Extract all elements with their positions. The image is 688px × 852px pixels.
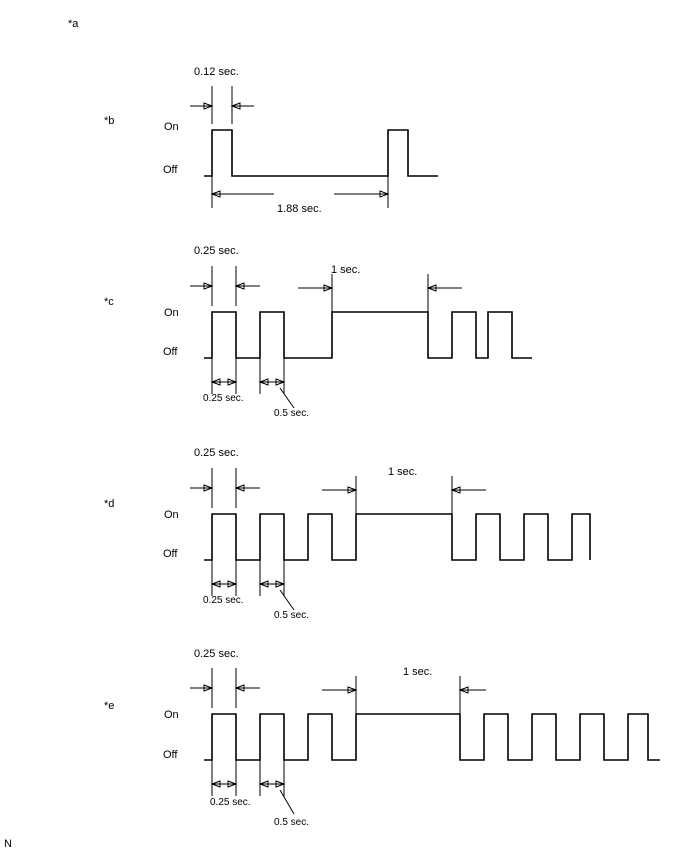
diagram-d-top-dim-label: 0.25 sec. — [194, 447, 239, 459]
diagram-b-off-label: Off — [163, 164, 178, 176]
diagram-c-off-label: Off — [163, 346, 178, 358]
diagram-e-marker: *e — [104, 700, 115, 712]
diagram-e-inner-dim-label: 1 sec. — [403, 666, 433, 678]
diagram-b-top-dim-label: 0.12 sec. — [194, 66, 239, 78]
diagram-b-on-label: On — [164, 121, 179, 133]
diagram-e-on-label: On — [164, 709, 179, 721]
diagram-c-top-dim-label: 0.25 sec. — [194, 245, 239, 257]
diagram-e-lower-dim-label-2: 0.5 sec. — [274, 817, 310, 828]
page-top-marker: *a — [68, 18, 79, 30]
diagram-d-marker: *d — [104, 498, 115, 510]
diagram-d-lower-dim-label-1: 0.25 sec. — [203, 595, 244, 606]
diagram-d-on-label: On — [164, 509, 179, 521]
diagram-e-lower-dim-label-1: 0.25 sec. — [210, 797, 251, 808]
page-bottom-marker: N — [4, 838, 12, 850]
diagram-b-bottom-dim-label: 1.88 sec. — [277, 203, 322, 215]
diagram-d-waveform — [198, 468, 598, 618]
diagram-d-inner-dim-label: 1 sec. — [388, 466, 418, 478]
diagram-c-lower-dim-label-2: 0.5 sec. — [274, 408, 310, 419]
diagram-e-off-label: Off — [163, 749, 178, 761]
diagram-b-waveform — [198, 86, 448, 196]
diagram-d-off-label: Off — [163, 548, 178, 560]
diagram-c-lower-dim-label-1: 0.25 sec. — [203, 393, 244, 404]
diagram-e-top-dim-label: 0.25 sec. — [194, 648, 239, 660]
diagram-b-marker: *b — [104, 115, 115, 127]
diagram-c-waveform — [198, 266, 538, 416]
diagram-e-waveform — [198, 668, 668, 818]
diagram-c-on-label: On — [164, 307, 179, 319]
diagram-c-inner-dim-label: 1 sec. — [331, 264, 361, 276]
diagram-d-lower-dim-label-2: 0.5 sec. — [274, 610, 310, 621]
diagram-c-marker: *c — [104, 296, 114, 308]
